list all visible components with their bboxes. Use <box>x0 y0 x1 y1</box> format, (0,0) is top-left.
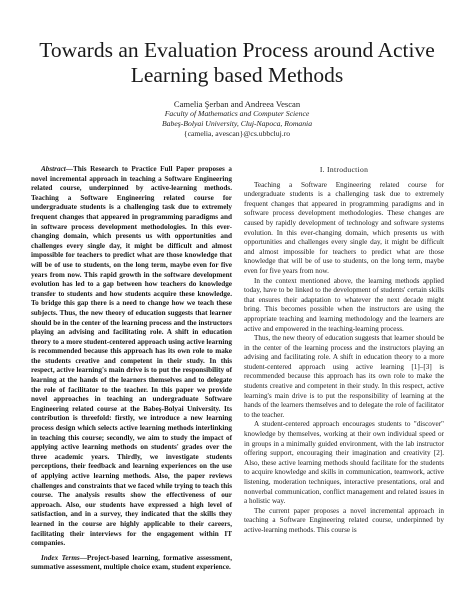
right-column <box>244 165 444 536</box>
abstract-text: This Research to Practice Full Paper proposes a novel incremental approach in teaching a Software Engineering related course, underpinned by active-learning methods. Teaching a Software Engineering related course for undergraduate students is a challenging task due to extremely frequent changes that appeared in programming paradigms and in software process development methodologies. In this ever-changing domain, which presents us with opportunities and challenges every single day, it might be difficult and almost impossible for teachers to predict what are those knowledge that will be of use to students, on the long term, maybe even for five years from now. This rapid growth in the software development evolution has led to a gap between how teachers do knowledge transfer to students and how students acquire these knowledge. To bridge this gap there is a need to change how we teach these subjects. Thus, the new theory of education suggests that learner should be in the center of the learning process and the instructors playing an advising and facilitating role. A shift in education theory to a more student-centered approach using active learning is recommended because this approach has its own role to make the students creative and competent in their study. In this respect, active learning's main drive is to put the responsibility of learning at the hands of the learners themselves and to delegate the role of facilitator to the teacher. In this paper we provide novel approaches in teaching an undergraduate Software Engineering related course at the Babeş-Bolyai University. Its contribution is threefold: firstly, we introduce a new learning process design which selects active learning methods interlinking in teaching this course; secondly, we aim to study the impact of applying active learning methods on students' grades over the three academic years. Thirdly, we investigate students perceptions, their feedback and learning experiences on the use of applying active learning methods. Also, the paper reviews challenges and constraints that we faced while trying to teach this course. The analysis results show the effectiveness of our approach. Also, our students have expressed a high level of satisfaction, and in a survey, they indicated that the skills they learned in the course are highly applicable to their careers, facilitating their interviews for the engagement within IT companies. <box>31 165 232 548</box>
abstract-label: Abstract— <box>41 165 73 173</box>
author-names: Camelia Şerban and Andreea Vescan <box>173 99 301 109</box>
index-terms <box>31 554 232 573</box>
intro-paragraph: A student-centered approach encourages students to "discover" knowledge by themselves, working at their own individual speed or in groups in a minimally guided environment, with the lab instructor offering support, encouraging their imagination and creativity [2]. Also, these active learning methods should facilitate for the students to acquire knowledge and skills in communication, teamwork, active listening, moderation techniques, interactive presentations, oral and nonverbal communication, conflict management and related issues in a holistic way. <box>244 420 444 506</box>
section-heading: I. Introduction <box>319 165 369 174</box>
paper-title: Towards an Evaluation Process around Active Learning based Methods <box>39 38 435 87</box>
author-email: {camelia, avescan}@cs.ubbcluj.ro <box>183 129 291 138</box>
left-column <box>31 165 232 573</box>
intro-paragraph: Teaching a Software Engineering related course for undergraduate students is a challenging task due to extremely frequent changes that appeared in programming paradigms and in software process development methodologies. These changes are caused by rapidly development of technology and software systems evolution. In this ever-changing domain, which presents us with opportunities and challenges every single day, it might be difficult and almost impossible for teachers to predict what are those knowledge that will be of use to students, on the long term, maybe even for five years from now. <box>244 180 444 275</box>
index-terms-label: Index Terms— <box>41 553 87 562</box>
affiliation-university: Babeş-Bolyai University, Cluj-Napoca, Romania <box>161 119 313 128</box>
intro-paragraph: In the context mentioned above, the learning methods applied today, have to be linked to the development of students' certain skills that ensures their adaptation to whatever the next decade might bring. This becomes possible when the instructors are using the appropriate teaching and learning methodology and the learners are active and empowered in the teaching-learning process. <box>244 276 444 333</box>
author-block <box>60 99 414 139</box>
index-terms-text: Project-based learning, formative assessment, summative assessment, multiple choice exam, student experience. <box>31 553 232 572</box>
abstract <box>31 165 232 549</box>
intro-paragraph: Thus, the new theory of education suggests that learner should be in the center of the learning process and the instructors playing an advising and facilitating role. A shift in education theory to a more student-centered approach using active learning [1]–[3] is recommended because this approach has its own role to make the students creative and competent in their study. In this respect, active learning's main drive is to put the responsibility of learning at the hands of the learners themselves and to delegate the role of facilitator to the teacher. <box>244 334 444 419</box>
intro-paragraph: The current paper proposes a novel incremental approach in teaching a Software Engineering related course, underpinned by active-learning methods. This course is <box>244 506 444 534</box>
affiliation-faculty: Faculty of Mathematics and Computer Science <box>164 109 310 118</box>
